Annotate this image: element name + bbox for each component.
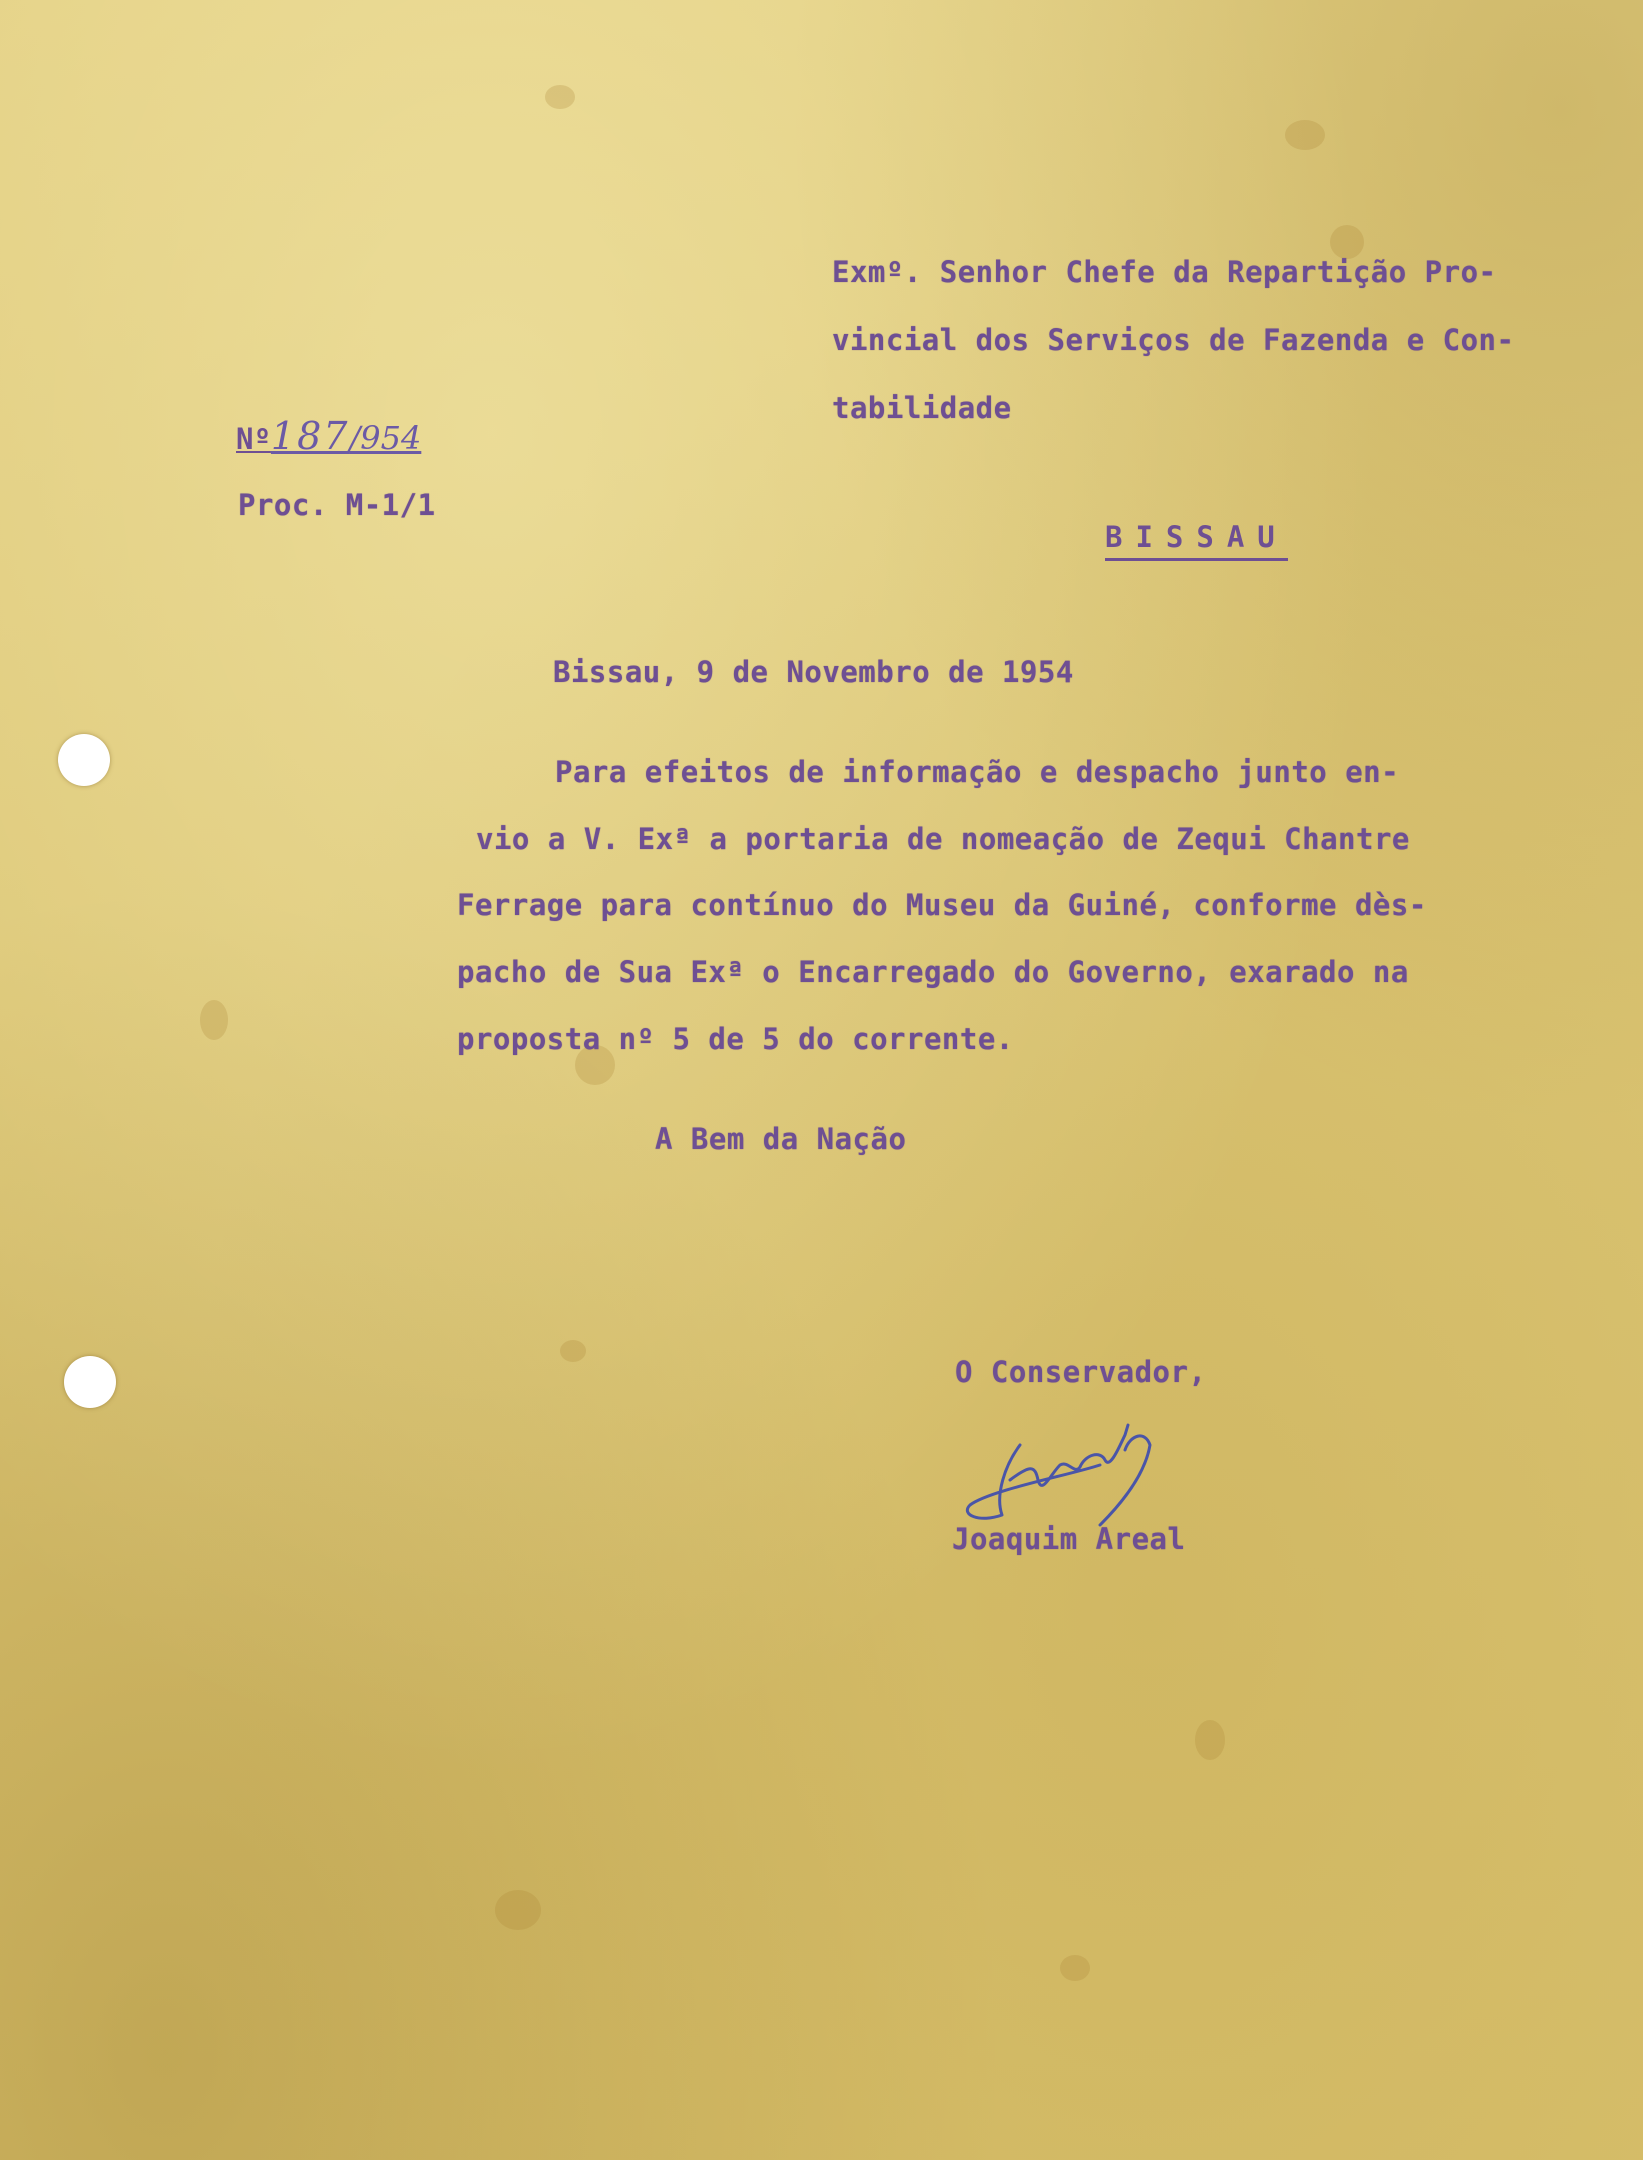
date-line: Bissau, 9 de Novembro de 1954 [553, 655, 1074, 689]
body-line: vio a V. Exª a portaria de nomeação de Zequi Chantre [476, 822, 1410, 856]
body-line: Ferrage para contínuo do Museu da Guiné, conforme dès- [457, 888, 1427, 922]
process-number: Proc. M-1/1 [238, 488, 436, 522]
closing-salutation: A Bem da Nação [655, 1122, 907, 1156]
handwritten-signature [950, 1405, 1210, 1535]
paper-stain [560, 1340, 586, 1362]
signatory-title: O Conservador, [955, 1355, 1207, 1389]
body-line: proposta nº 5 de 5 do corrente. [457, 1022, 1014, 1056]
paper-stain [495, 1890, 541, 1930]
body-line: Para efeitos de informação e despacho junto en- [555, 755, 1400, 789]
paper-stain [1060, 1955, 1090, 1981]
punch-hole-top [58, 734, 110, 786]
paper-stain [1195, 1720, 1225, 1760]
signatory-name: Joaquim Areal [952, 1522, 1186, 1556]
addressee-line: vincial dos Serviços de Fazenda e Con- [832, 323, 1515, 357]
reference-number [236, 414, 421, 458]
paper-stain [1330, 225, 1364, 259]
city-heading: BISSAU [1105, 520, 1288, 561]
paper-stain [1285, 120, 1325, 150]
reference-prefix: Nº [236, 422, 271, 456]
addressee-line: tabilidade [832, 391, 1012, 425]
paper-stain [545, 85, 575, 109]
reference-handwritten-number: 187 [270, 414, 350, 458]
punch-hole-bottom [64, 1356, 116, 1408]
body-line: pacho de Sua Exª o Encarregado do Governo, exarado na [457, 955, 1409, 989]
reference-year: /954 [349, 419, 422, 457]
addressee-line: Exmº. Senhor Chefe da Repartição Pro- [832, 255, 1497, 289]
paper-stain [200, 1000, 228, 1040]
